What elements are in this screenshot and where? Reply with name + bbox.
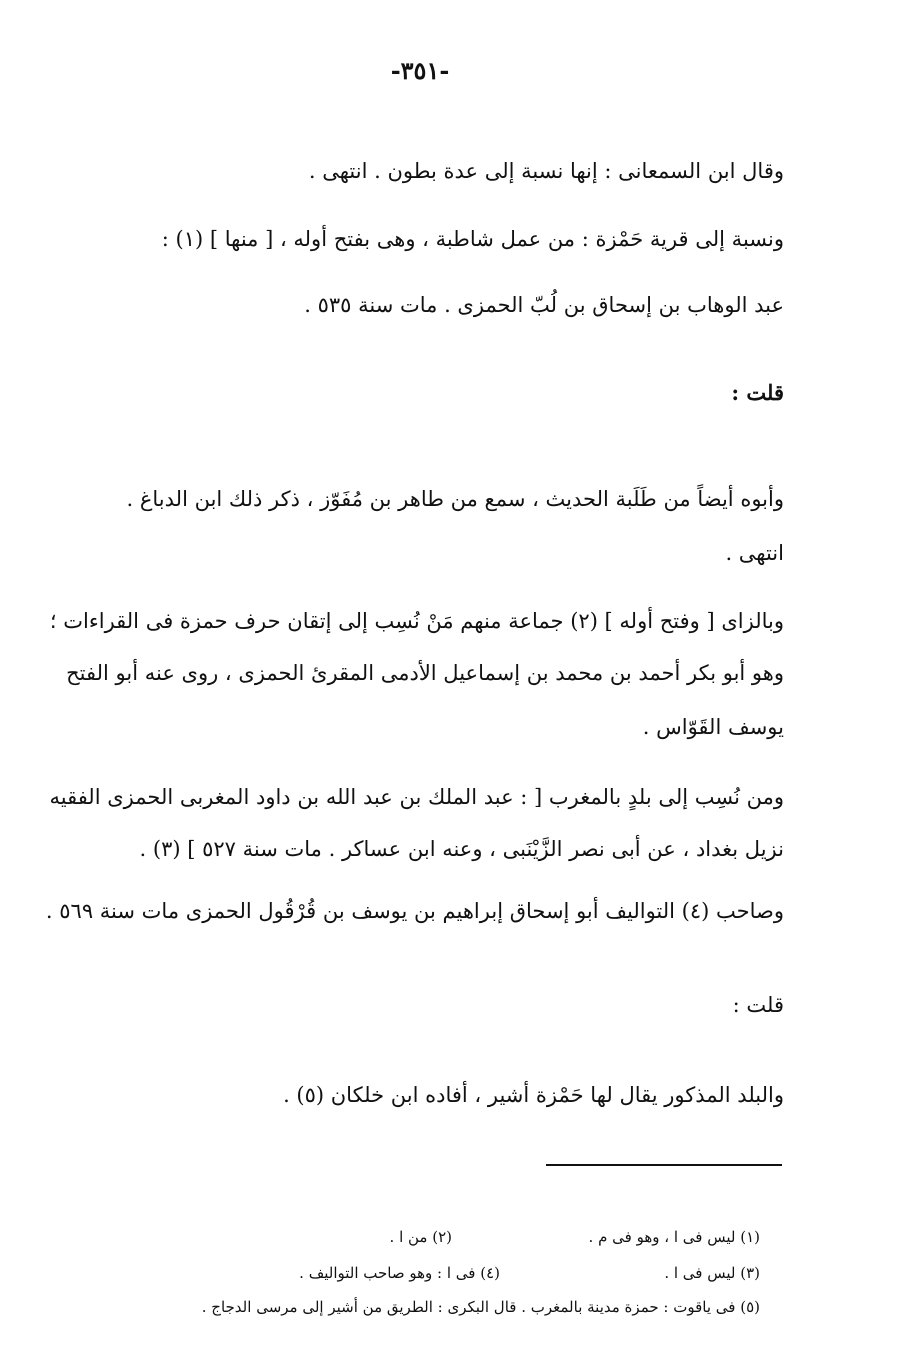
body-line-9: يوسف القَوّاس . [642,715,784,739]
footnote-3: (٣) ليس فى ا . [664,1264,760,1282]
body-line-6: انتهى . [725,541,784,565]
body-line-12: وصاحب (٤) التواليف أبو إسحاق إبراهيم بن يوسف بن قُرْقُول الحمزى مات سنة ٥٦٩ . [45,899,784,923]
body-line-1: وقال ابن السمعانى : إنها نسبة إلى عدة بطون . انتهى . [308,159,784,183]
body-line-14: والبلد المذكور يقال لها حَمْزة أشير ، أفاده ابن خلكان (٥) . [283,1083,784,1107]
page-number: -٣٥١- [390,56,450,85]
body-line-7: وبالزاى [ وفتح أوله ] (٢) جماعة منهم مَنْ نُسِب إلى إتقان حرف حمزة فى القراءات ؛ [49,609,784,633]
body-heading-qultu-1: قلت : [731,380,784,405]
body-line-3: عبد الوهاب بن إسحاق بن لُبّ الحمزى . مات سنة ٥٣٥ . [304,293,784,317]
body-heading-qultu-2: قلت : [732,993,784,1017]
footnote-5: (٥) فى ياقوت : حمزة مدينة بالمغرب . قال البكرى : الطريق من أشير إلى مرسى الدجاج . [201,1298,760,1316]
body-line-2: ونسبة إلى قرية حَمْزة : من عمل شاطبة ، وهى بفتح أوله ، [ منها ] (١) : [161,227,784,251]
footnote-1: (١) ليس فى ا ، وهو فى م . [588,1228,760,1246]
footnote-2: (٢) من ا . [389,1228,452,1246]
footnote-4: (٤) فى ا : وهو صاحب التواليف . [299,1264,500,1282]
footnote-divider [546,1164,782,1166]
body-line-5: وأبوه أيضاً من طَلَبة الحديث ، سمع من طاهر بن مُفَوّز ، ذكر ذلك ابن الدباغ . [126,487,784,511]
body-line-11: نزيل بغداد ، عن أبى نصر الزَّيْنَبى ، وعنه ابن عساكر . مات سنة ٥٢٧ ] (٣) . [139,837,784,861]
body-line-8: وهو أبو بكر أحمد بن محمد بن إسماعيل الأدمى المقرئ الحمزى ، روى عنه أبو الفتح [66,661,784,685]
body-line-10: ومن نُسِب إلى بلدٍ بالمغرب [ : عبد الملك بن عبد الله بن داود المغربى الحمزى الفقيه [49,785,784,809]
